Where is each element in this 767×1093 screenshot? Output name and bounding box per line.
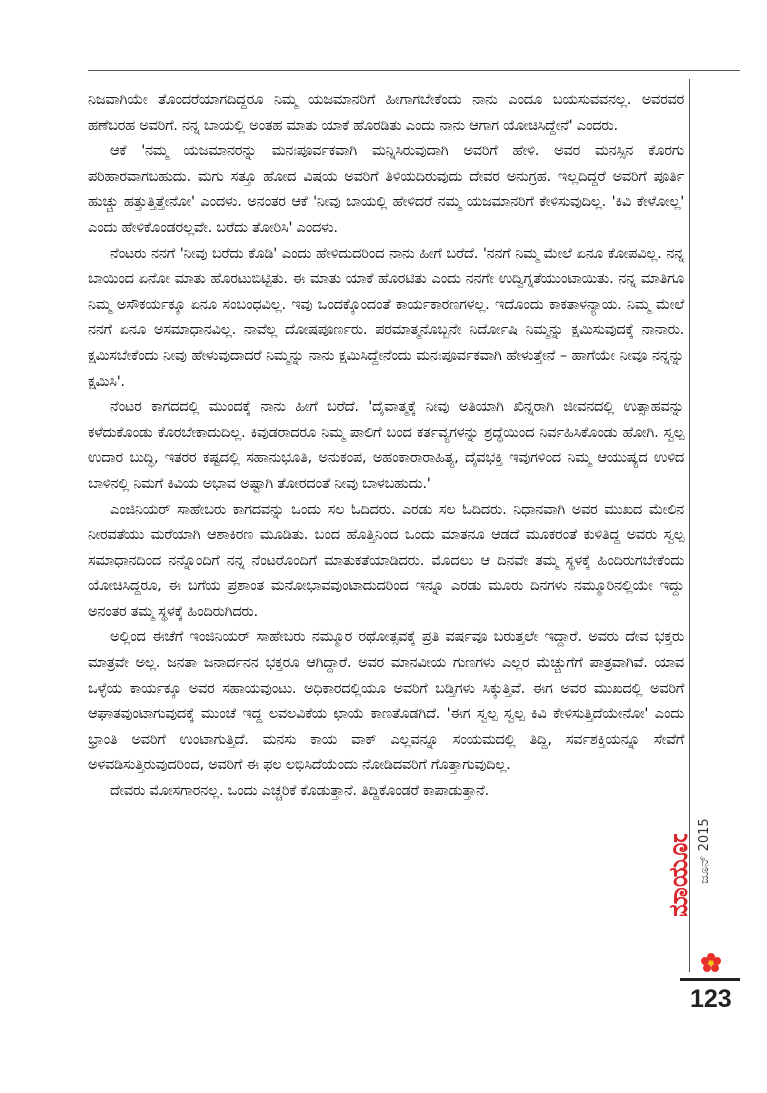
paragraph: ಎಂಜಿನಿಯರ್ ಸಾಹೇಬರು ಕಾಗದವನ್ನು ಒಂದು ಸಲ ಓದಿದರು. ಎರಡು ಸಲ ಓದಿದರು. ನಿಧಾನವಾಗಿ ಅವರ ಮುಖದ ಮೇಲಿನ ನೀರವತೆಯು ಮರೆಯಾಗಿ ಆಶಾಕಿರಣ ಮೂಡಿತು. ಬಂದ ಹೊತ್ತಿನಿಂದ ಒಂದು ಮಾತನೂ ಆಡದೆ ಮೂಕರಂತೆ ಕುಳಿತಿದ್ದ ಅವರು ಸ್ವಲ್ಪ ಸಮಾಧಾನದಿಂದ ನನ್ನೊಂದಿಗೆ ನನ್ನ ನೆಂಟರೊಂದಿಗೆ ಮಾತುಕತೆಯಾಡಿದರು. ಮೊದಲು ಆ ದಿನವೇ ತಮ್ಮ ಸ್ಥಳಕ್ಕೆ ಹಿಂದಿರುಗಬೇಕೆಂದು ಯೋಚಿಸಿದ್ದರೂ, ಈ ಬಗೆಯ ಪ್ರಶಾಂತ ಮನೋಭಾವವುಂಟಾದುದರಿಂದ ಇನ್ನೂ ಎರಡು ಮೂರು ದಿನಗಳು ನಮ್ಮೂರಿನಲ್ಲಿಯೇ ಇದ್ದು ಅನಂತರ ತಮ್ಮ ಸ್ಥಳಕ್ಕೆ ಹಿಂದಿರುಗಿದರು. [88,500,684,620]
paragraph: ದೇವರು ಮೋಸಗಾರನಲ್ಲ. ಒಂದು ಎಚ್ಚರಿಕೆ ಕೊಡುತ್ತಾನೆ. ತಿದ್ದಿಕೊಂಡರೆ ಕಾಪಾಡುತ್ತಾನೆ. [110,782,489,800]
paragraph: ನಿಜವಾಗಿಯೇ ತೊಂದರೆಯಾಗದಿದ್ದರೂ ನಿಮ್ಮ ಯಜಮಾನರಿಗೆ ಹೀಗಾಗಬೇಕೆಂದು ನಾನು ಎಂದೂ ಬಯಸುವವನಲ್ಲ. ಅವರವರ ಹಣೆಬರಹ ಅವರಿಗೆ. ನನ್ನ ಬಾಯಲ್ಲಿ ಅಂತಹ ಮಾತು ಯಾಕೆ ಹೊರಡಿತು ಎಂದು ನಾನು ಆಗಾಗ ಯೋಚಿಸಿದ್ದೇನೆ' ಎಂದರು. [88,91,684,134]
issue-date: ಜೂನ್ 2015 [697,818,712,884]
header-rule [88,70,740,71]
article-body [88,87,684,804]
flower-icon [700,952,722,974]
paragraph: ನೆಂಟರು ನನಗೆ 'ನೀವು ಬರೆದು ಕೊಡಿ' ಎಂದು ಹೇಳಿದುದರಿಂದ ನಾನು ಹೀಗೆ ಬರೆದೆ. 'ನನಗೆ ನಿಮ್ಮ ಮೇಲೆ ಏನೂ ಕೋಪವಿಲ್ಲ. ನನ್ನ ಬಾಯಿಂದ ಏನೋ ಮಾತು ಹೊರಟುಬಿಟ್ಟಿತು. ಈ ಮಾತು ಯಾಕೆ ಹೊರಟಿತು ಎಂದು ನನಗೇ ಉದ್ವಿಗ್ನತೆಯುಂಟಾಯಿತು. ನನ್ನ ಮಾತಿಗೂ ನಿಮ್ಮ ಅಸೌಕರ್ಯಕ್ಕೂ ಏನೂ ಸಂಬಂಧವಿಲ್ಲ. ಇವು ಒಂದಕ್ಕೊಂದಂತೆ ಕಾರ್ಯಕಾರಣಗಳಲ್ಲ. ಇದೊಂದು ಕಾಕತಾಳನ್ಯಾಯ. ನಿಮ್ಮ ಮೇಲೆ ನನಗೆ ಏನೂ ಅಸಮಾಧಾನವಿಲ್ಲ. ನಾವೆಲ್ಲ ದೋಷಪೂರ್ಣರು. ಪರಮಾತ್ಮನೊಬ್ಬನೇ ನಿರ್ದೋಷಿ ನಿಮ್ಮನ್ನು ಕ್ಷಮಿಸುವುದಕ್ಕೆ ನಾನಾರು. ಕ್ಷಮಿಸಬೇಕೆಂದು ನೀವು ಹೇಳುವುದಾದರೆ ನಿಮ್ಮನ್ನು ನಾನು ಕ್ಷಮಿಸಿದ್ದೇನೆಂದು ಮನಃಪೂರ್ವಕವಾಗಿ ಹೇಳುತ್ತೇನೆ – ಹಾಗೆಯೇ ನೀವೂ ನನ್ನನ್ನು ಕ್ಷಮಿಸಿ'. [88,244,684,390]
paragraph: ಅಲ್ಲಿಂದ ಈಚೆಗೆ ಇಂಜಿನಿಯರ್ ಸಾಹೇಬರು ನಮ್ಮೂರ ರಥೋತ್ಸವಕ್ಕೆ ಪ್ರತಿ ವರ್ಷವೂ ಬರುತ್ತಲೇ ಇದ್ದಾರೆ. ಅವರು ದೇವ ಭಕ್ತರು ಮಾತ್ರವೇ ಅಲ್ಲ. ಜನತಾ ಜನಾರ್ದನನ ಭಕ್ತರೂ ಆಗಿದ್ದಾರೆ. ಅವರ ಮಾನವೀಯ ಗುಣಗಳು ಎಲ್ಲರ ಮೆಚ್ಚುಗೆಗೆ ಪಾತ್ರವಾಗಿವೆ. ಯಾವ ಒಳ್ಳೆಯ ಕಾರ್ಯಕ್ಕೂ ಅವರ ಸಹಾಯವುಂಟು. ಅಧಿಕಾರದಲ್ಲಿಯೂ ಅವರಿಗೆ ಬಡ್ತಿಗಳು ಸಿಕ್ಕುತ್ತಿವೆ. ಈಗ ಅವರ ಮುಖದಲ್ಲಿ ಅವರಿಗೆ ಆಘಾತವುಂಟಾಗುವುದಕ್ಕೆ ಮುಂಚೆ ಇದ್ದ ಲವಲವಿಕೆಯ ಛಾಯೆ ಕಾಣತೊಡಗಿದೆ. 'ಈಗ ಸ್ವಲ್ಪ ಸ್ವಲ್ಪ ಕಿವಿ ಕೇಳಿಸುತ್ತಿದೆಯೇನೋ' ಎಂದು ಭ್ರಾಂತಿ ಅವರಿಗೆ ಉಂಟಾಗುತ್ತಿದೆ. ಮನಸು ಕಾಯ ವಾಕ್ ಎಲ್ಲವನ್ನೂ ಸಂಯಮದಲ್ಲಿ ತಿದ್ದಿ, ಸರ್ವಶಕ್ತಿಯನ್ನೂ ಸೇವೆಗೆ ಅಳವಡಿಸುತ್ತಿರುವುದರಿಂದ, ಅವರಿಗೆ ಈ ಫಲ ಲಭಿಸಿದೆಯೆಂದು ನೋಡಿದವರಿಗೆ ಗೊತ್ತಾಗುವುದಿಲ್ಲ. [88,628,685,774]
magazine-title: ಮಾಯೂರ [664,834,694,916]
paragraph: ನೆಂಟರ ಕಾಗದದಲ್ಲಿ ಮುಂದಕ್ಕೆ ನಾನು ಹೀಗೆ ಬರೆದೆ. 'ದೈವಾತ್ಮಕ್ಕೆ ನೀವು ಅತಿಯಾಗಿ ಖಿನ್ನರಾಗಿ ಜೀವನದಲ್ಲಿ ಉತ್ಸಾಹವನ್ನು ಕಳೆದುಕೊಂಡು ಕೊರಬೇಕಾದುದಿಲ್ಲ. ಕಿವುಡರಾದರೂ ನಿಮ್ಮ ಪಾಲಿಗೆ ಬಂದ ಕರ್ತವ್ಯಗಳನ್ನು ಶ್ರದ್ಧೆಯಿಂದ ನಿರ್ವಹಿಸಿಕೊಂಡು ಹೋಗಿ. ಸ್ವಲ್ಪ ಉದಾರ ಬುದ್ಧಿ, ಇತರರ ಕಷ್ಟದಲ್ಲಿ ಸಹಾನುಭೂತಿ, ಅನುಕಂಪ, ಅಹಂಕಾರಾರಾಹಿತ್ಯ, ದೈವಭಕ್ತಿ ಇವುಗಳಿಂದ ನಿಮ್ಮ ಆಯುಷ್ಯದ ಉಳಿದ ಬಾಳಿನಲ್ಲಿ ನಿಮಗೆ ಕಿವಿಯ ಅಭಾವ ಅಷ್ಟಾಗಿ ತೋರದಂತೆ ನೀವು ಬಾಳಬಹುದು.' [88,398,684,492]
paragraph: ಆಕೆ 'ನಮ್ಮ ಯಜಮಾನರನ್ನು ಮನಃಪೂರ್ವಕವಾಗಿ ಮನ್ನಿಸಿರುವುದಾಗಿ ಅವರಿಗೆ ಹೇಳಿ. ಅವರ ಮನಸ್ಸಿನ ಕೊರಗು ಪರಿಹಾರವಾಗಬಹುದು. ಮಗು ಸತ್ತೂ ಹೋದ ವಿಷಯ ಅವರಿಗೆ ತಿಳಿಯದಿರುವುದು ದೇವರ ಅನುಗ್ರಹ. ಇಲ್ಲದಿದ್ದರೆ ಅವರಿಗೆ ಪೂರ್ತಿ ಹುಚ್ಚು ಹತ್ತುತ್ತಿತ್ತೇನೋ' ಎಂದಳು. ಅನಂತರ ಆಕೆ 'ನೀವು ಬಾಯಲ್ಲಿ ಹೇಳಿದರೆ ನಮ್ಮ ಯಜಮಾನರಿಗೆ ಕೇಳಿಸುವುದಿಲ್ಲ. 'ಕಿವಿ ಕೇಳೋಲ್ಲ' ಎಂದು ಹೇಳಿಕೊಂಡರಲ್ಲವೇ. ಬರೆದು ತೋರಿಸಿ' ಎಂದಳು. [88,142,684,236]
page-number: 123 [690,985,732,1013]
magazine-logo [657,834,697,916]
page-number-rule [680,978,740,981]
